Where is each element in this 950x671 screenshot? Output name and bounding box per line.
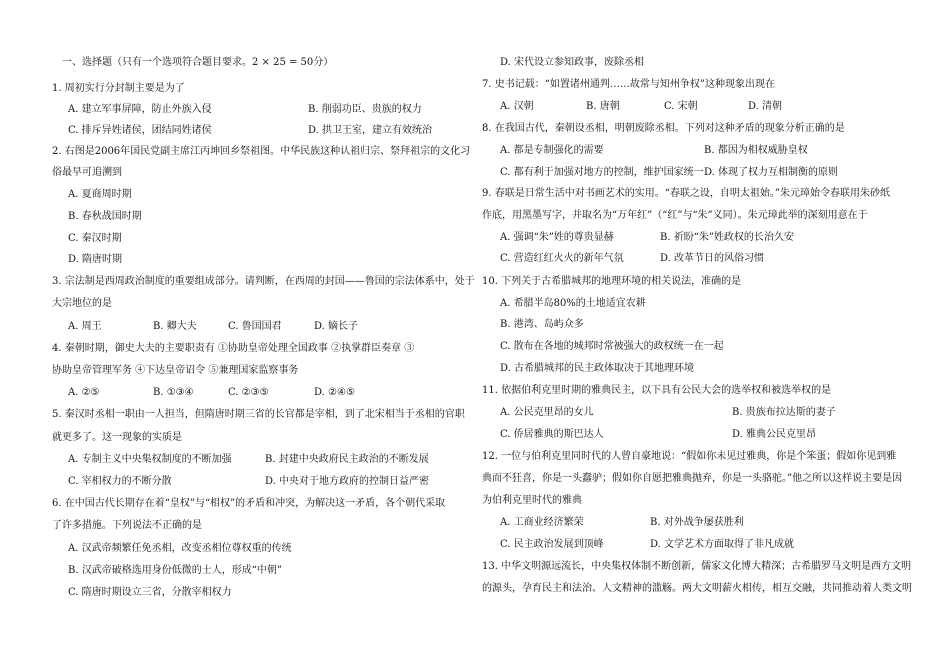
q2-option-c[interactable]: C. 秦汉时期 xyxy=(68,233,122,244)
q7-stem: 7. 史书记载：“如置诸州通判……故常与知州争权”这种现象出现在 xyxy=(482,79,775,90)
q9-option-a[interactable]: A. 强调“朱”姓的尊贵显赫 xyxy=(500,232,614,243)
q11-option-d[interactable]: D. 雅典公民克里昂 xyxy=(732,429,817,440)
q5-stem-line1: 5. 秦汉时丞相一职由一人担当，但隋唐时期三省的长官都是宰相，到了北宋相当于丞相的官职 xyxy=(52,409,465,420)
section-title: 一、选择题（只有一个选项符合题目要求。2 × 25 = 50分） xyxy=(62,57,334,68)
q12-option-a[interactable]: A. 工商业经济繁荣 xyxy=(500,517,584,528)
q4-stem-line1: 4. 秦朝时期，御史大夫的主要职责有 ①协助皇帝处理全国政事 ②执掌群臣奏章 ③ xyxy=(52,343,415,354)
q9-option-d[interactable]: D. 改革节日的风俗习惯 xyxy=(660,253,765,264)
q10-option-c[interactable]: C. 散布在各地的城邦时常被强大的政权统一在一起 xyxy=(500,341,724,352)
q5-option-c[interactable]: C. 宰相权力的不断分散 xyxy=(68,476,172,487)
q9-option-c[interactable]: C. 营造红红火火的新年气氛 xyxy=(500,253,624,264)
q11-option-a[interactable]: A. 公民克里昂的女儿 xyxy=(500,407,594,418)
q1-option-a[interactable]: A. 建立军事屏障，防止外族入侵 xyxy=(68,104,212,115)
q6-option-a[interactable]: A. 汉武帝频繁任免丞相，改变丞相位尊权重的传统 xyxy=(68,543,292,554)
q5-option-b[interactable]: B. 封建中央政府民主政治的不断发展 xyxy=(265,454,429,465)
q4-stem-line2: 协助皇帝管理军务 ④下达皇帝诏令 ⑤兼理国家监察事务 xyxy=(52,365,299,376)
q12-option-c[interactable]: C. 民主政治发展到顶峰 xyxy=(500,539,604,550)
q6-option-c[interactable]: C. 隋唐时期设立三省，分散宰相权力 xyxy=(68,587,232,598)
q13-stem-line2: 的源头，孕育民主和法治、人文精神的滥觞。两大文明薪火相传，相互交融，共同推动着人类文明 xyxy=(482,583,912,594)
q9-stem-line1: 9. 春联是日常生活中对书画艺术的实用。“春联之设，自明太祖始。”朱元璋始令春联用朱砂纸 xyxy=(482,188,890,199)
q8-option-a[interactable]: A. 都是专制强化的需要 xyxy=(500,145,604,156)
q10-option-a[interactable]: A. 希腊半岛80%的土地适宜农耕 xyxy=(500,298,646,309)
q9-stem-line2: 作底，用黑墨写字，并取名为“万年红”（“红”与“朱”义同）。朱元璋此举的深刻用意在于 xyxy=(482,210,868,221)
q7-option-c[interactable]: C. 宋朝 xyxy=(664,101,698,112)
q5-option-a[interactable]: A. 专制主义中央集权制度的不断加强 xyxy=(68,454,232,465)
q3-stem-line1: 3. 宗法制是西周政治制度的重要组成部分。请判断，在西周的封国——鲁国的宗法体系中，处于 xyxy=(52,276,475,287)
q6-option-b[interactable]: B. 汉武帝破格选用身份低微的士人，形成“中朝” xyxy=(68,565,282,576)
q10-stem: 10. 下列关于古希腊城邦的地理环境的相关说法，准确的是 xyxy=(482,276,742,287)
q4-option-c[interactable]: C. ②③⑤ xyxy=(228,387,269,398)
q10-option-b[interactable]: B. 港湾、岛屿众多 xyxy=(500,319,584,330)
q2-option-a[interactable]: A. 夏商周时期 xyxy=(68,189,132,200)
q11-stem: 11. 依据伯利克里时期的雅典民主，以下具有公民大会的选举权和被选举权的是 xyxy=(482,385,832,396)
q12-option-b[interactable]: B. 对外战争屡获胜利 xyxy=(650,517,744,528)
q12-stem-line2: 典而不狂喜，你是一头蠢驴；假如你自愿把雅典抛弃，你是一头骆驼。”他之所以这样说主要是因 xyxy=(482,473,903,484)
q13-stem-line1: 13. 中华文明源远流长，中央集权体制不断创新，儒家文化博大精深；古希腊罗马文明是西方文明 xyxy=(482,561,912,572)
q11-option-b[interactable]: B. 贵族布拉达斯的妻子 xyxy=(732,407,836,418)
q1-option-c[interactable]: C. 排斥异姓诸侯，团结同姓诸侯 xyxy=(68,125,212,136)
q7-option-b[interactable]: B. 唐朝 xyxy=(586,101,620,112)
q1-option-d[interactable]: D. 拱卫王室，建立有效统治 xyxy=(308,125,433,136)
q6-stem-line1: 6. 在中国古代长期存在着“皇权”与“相权”的矛盾和冲突，为解决这一矛盾，各个朝代采取 xyxy=(52,498,446,509)
q8-option-c[interactable]: C. 都有利于加强对地方的控制，维护国家统一 xyxy=(500,167,704,178)
q5-option-d[interactable]: D. 中央对于地方政府的控制日益严密 xyxy=(265,476,430,487)
q8-option-b[interactable]: B. 都因为相权威胁皇权 xyxy=(704,145,808,156)
q6-stem-line2: 了许多措施。下列说法不正确的是 xyxy=(52,520,202,531)
q9-option-b[interactable]: B. 祈盼“朱”姓政权的长治久安 xyxy=(660,232,794,243)
q3-option-d[interactable]: D. 嫡长子 xyxy=(314,321,359,332)
q3-option-c[interactable]: C. 鲁国国君 xyxy=(228,321,282,332)
q11-option-c[interactable]: C. 侨居雅典的斯巴达人 xyxy=(500,429,604,440)
q7-option-a[interactable]: A. 汉朝 xyxy=(500,101,534,112)
q8-option-d[interactable]: D. 体现了权力互相制衡的原则 xyxy=(704,167,839,178)
q2-option-b[interactable]: B. 春秋战国时期 xyxy=(68,211,142,222)
q3-stem-line2: 大宗地位的是 xyxy=(52,298,112,309)
q2-stem-line1: 2. 右图是2006年国民党副主席江丙坤回乡祭祖图。中华民族这种认祖归宗、祭拜祖宗的文化习 xyxy=(52,146,471,157)
q1-option-b[interactable]: B. 削弱功臣、贵族的权力 xyxy=(308,104,422,115)
q12-stem-line3: 为伯利克里时代的雅典 xyxy=(482,495,582,506)
q10-option-d[interactable]: D. 古希腊城邦的民主政体取决于其地理环境 xyxy=(500,363,695,374)
q12-option-d[interactable]: D. 文学艺术方面取得了非凡成就 xyxy=(650,539,795,550)
q6-option-d[interactable]: D. 宋代设立参知政事，废除丞相 xyxy=(500,57,645,68)
q2-option-d[interactable]: D. 隋唐时期 xyxy=(68,254,123,265)
q12-stem-line1: 12. 一位与伯利克里同时代的人曾自豪地说：“假如你未见过雅典，你是个笨蛋；假如你见到雅 xyxy=(482,451,897,462)
q1-stem: 1. 周初实行分封制主要是为了 xyxy=(52,83,185,94)
q4-option-d[interactable]: D. ②④⑤ xyxy=(314,387,355,398)
q4-option-b[interactable]: B. ①③④ xyxy=(153,387,194,398)
q7-option-d[interactable]: D. 清朝 xyxy=(748,101,783,112)
q2-stem-line2: 俗最早可追溯到 xyxy=(52,167,122,178)
q8-stem: 8. 在我国古代，秦朝设丞相，明朝废除丞相。下列对这种矛盾的现象分析正确的是 xyxy=(482,123,845,134)
q3-option-b[interactable]: B. 卿大夫 xyxy=(153,321,197,332)
q4-option-a[interactable]: A. ②⑤ xyxy=(68,387,100,398)
q5-stem-line2: 就更多了。这一现象的实质是 xyxy=(52,432,182,443)
q3-option-a[interactable]: A. 周王 xyxy=(68,321,102,332)
